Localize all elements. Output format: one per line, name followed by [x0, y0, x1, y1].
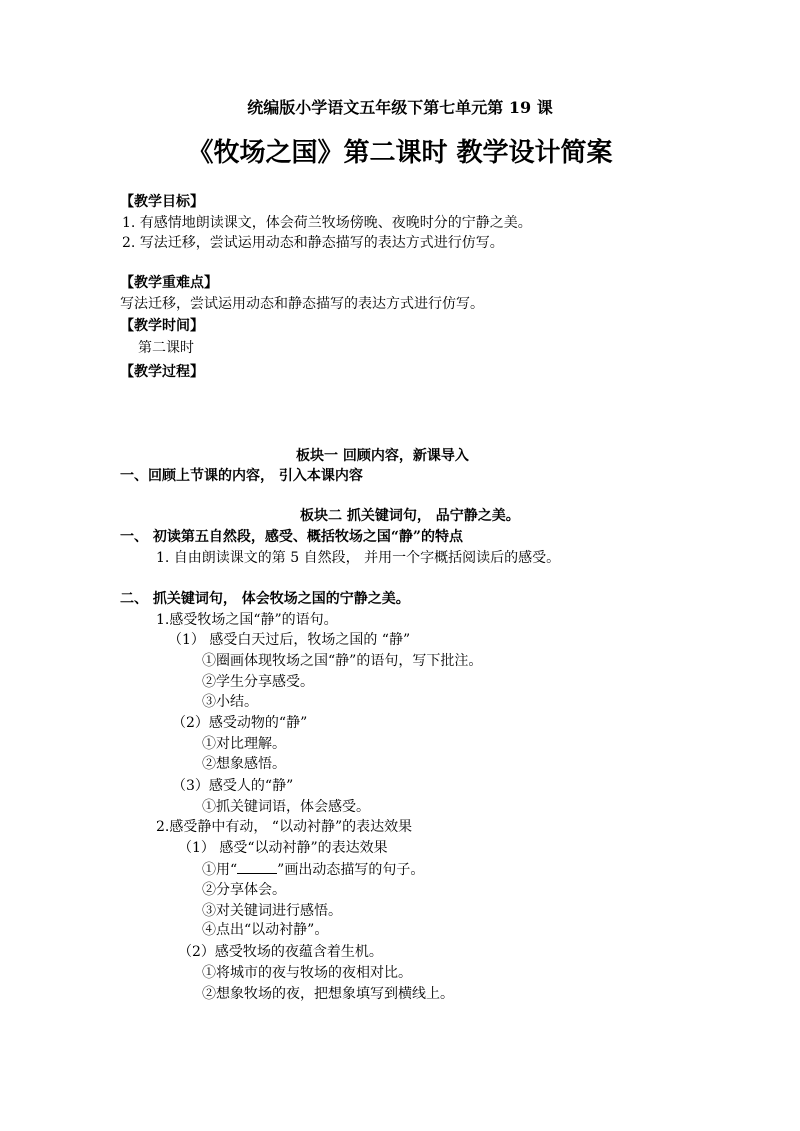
part-2-a-i: [202, 859, 424, 880]
process-heading: 【教学过程】: [120, 364, 204, 380]
part-2: 2.感受静中有动， “以动衬静”的表达效果: [156, 819, 413, 835]
part-2-b-i: ①将城市的夜与牧场的夜相对比。: [202, 965, 412, 981]
document-subtitle: 统编版小学语文五年级下第七单元第 19 课: [247, 98, 553, 117]
part-1-a-ii: ②学生分享感受。: [202, 674, 314, 690]
step-1-heading: 一、 初读第五自然段，感受、概括牧场之国“静”的特点: [120, 529, 463, 545]
time-heading: 【教学时间】: [120, 318, 204, 334]
part-2-a: （1） 感受“以动衬静”的表达效果: [178, 840, 388, 856]
part-2-a-iv: ④点出“以动衬静”。: [202, 922, 329, 938]
step-1-item: 1. 自由朗读课文的第 5 自然段， 并用一个字概括阅读后的感受。: [156, 550, 561, 566]
block1-title: 板块一 回顾内容，新课导入: [296, 448, 469, 464]
goals-heading: 【教学目标】: [120, 194, 204, 210]
part-1-a-iii: ③小结。: [202, 694, 258, 710]
part-2-b-ii: ②想象牧场的夜，把想象填写到横线上。: [202, 986, 454, 1002]
part-2-b: （2）感受牧场的夜蕴含着生机。: [178, 944, 383, 960]
time-text: 第二课时: [138, 340, 194, 356]
part-2-a-i-prefix: ①用“: [202, 862, 238, 878]
block2-title: 板块二 抓关键词句， 品宁静之美。: [300, 508, 520, 524]
goal-item-1: 1. 有感情地朗读课文，体会荷兰牧场傍晚、夜晚时分的宁静之美。: [122, 215, 532, 231]
document-title: 《牧场之国》第二课时 教学设计简案: [187, 138, 613, 168]
step-2-heading: 二、 抓关键词句， 体会牧场之国的宁静之美。: [120, 591, 410, 607]
goal-item-2: 2. 写法迁移，尝试运用动态和静态描写的表达方式进行仿写。: [122, 235, 504, 251]
part-2-a-i-suffix: ”画出动态描写的句子。: [277, 862, 425, 878]
part-1-c: （3）感受人的“静”: [172, 778, 294, 794]
part-1-b-ii: ②想象感悟。: [202, 756, 286, 772]
part-1-a-i: ①圈画体现牧场之国“静”的语句，写下批注。: [202, 653, 483, 669]
part-2-a-ii: ②分享体会。: [202, 882, 286, 898]
block1-step: 一、回顾上节课的内容， 引入本课内容: [120, 468, 363, 484]
part-1-b: （2）感受动物的“静”: [172, 715, 308, 731]
key-points-text: 写法迁移，尝试运用动态和静态描写的表达方式进行仿写。: [120, 296, 484, 312]
part-1-c-i: ①抓关键词语，体会感受。: [202, 799, 370, 815]
part-1-a: （1） 感受白天过后，牧场之国的 “静”: [168, 632, 411, 648]
key-points-heading: 【教学重难点】: [120, 275, 218, 291]
underline-blank: [237, 859, 277, 874]
part-1-b-i: ①对比理解。: [202, 736, 286, 752]
part-2-a-iii: ③对关键词进行感悟。: [202, 903, 342, 919]
part-1: 1.感受牧场之国“静”的语句。: [156, 612, 338, 628]
